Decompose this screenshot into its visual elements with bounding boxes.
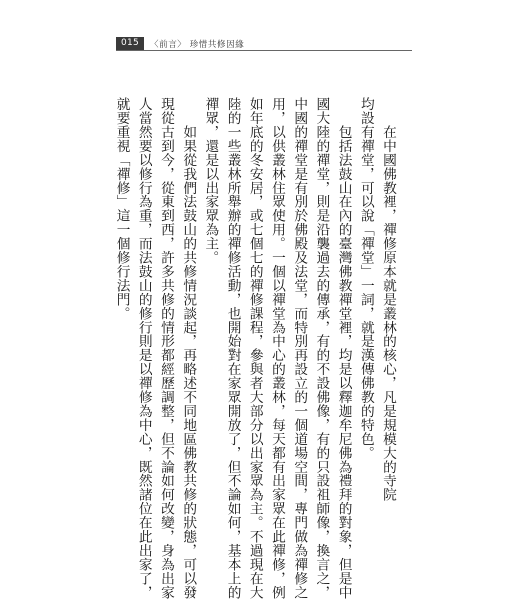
text-line: 國大陸的禪堂，則是沿襲過去的傳承，有的不設佛像，有的只設祖師像，換言之， (313, 97, 330, 599)
body-text (99, 97, 399, 599)
page-number: 015 (116, 37, 144, 50)
text-line: 在中國佛教裡，禪修原本就是叢林的核心，凡是規模大的寺院 (380, 97, 396, 502)
text-line: 中國的禪堂是有別於佛殿及法堂，而特別再設立的一個道場空間，專門做為禪修之 (291, 97, 308, 599)
paragraph (355, 97, 399, 502)
text-line: 如果從我們法鼓山的共修情況談起，再略述不同地區佛教共修的狀態，可以發 (180, 97, 197, 599)
text-line: 陸的一些叢林所舉辦的禪修活動，也開始對在家眾開放了，但不論如何，基本上的 (224, 97, 241, 599)
text-line: 均設有禪堂，可以說「禪堂」一詞，就是漢傳佛教的特色。 (357, 97, 374, 460)
paragraph (110, 97, 199, 599)
text-line: 用，以供叢林住眾使用。一個以禪堂為中心的叢林，每天都有出家眾在此禪修，例 (268, 97, 285, 599)
running-header (116, 37, 244, 50)
header-rule (116, 50, 412, 51)
text-line: 禪眾，還是以出家眾為主。 (202, 97, 219, 265)
text-line: 現從古到今，從東到西，許多共修的情形都經歷調整，但不論如何改變，身為出家 (157, 97, 174, 599)
text-line: 如年底的冬安居，或七個七的禪修課程，參與者大部分以出家眾為主。不過現在大 (246, 97, 263, 599)
text-line: 人當然要以修行為重，而法鼓山的修行則是以禪修為中心，既然諸位在此出家了， (135, 97, 152, 599)
text-line: 包括法鼓山在內的臺灣佛教禪堂裡，均是以釋迦牟尼佛為禮拜的對象，但是中 (335, 97, 352, 599)
text-line: 就要重視「禪修」這一個修行法門。 (113, 97, 130, 321)
paragraph (199, 97, 354, 599)
chapter-title: 〈前言〉 珍惜共修因緣 (150, 39, 245, 50)
